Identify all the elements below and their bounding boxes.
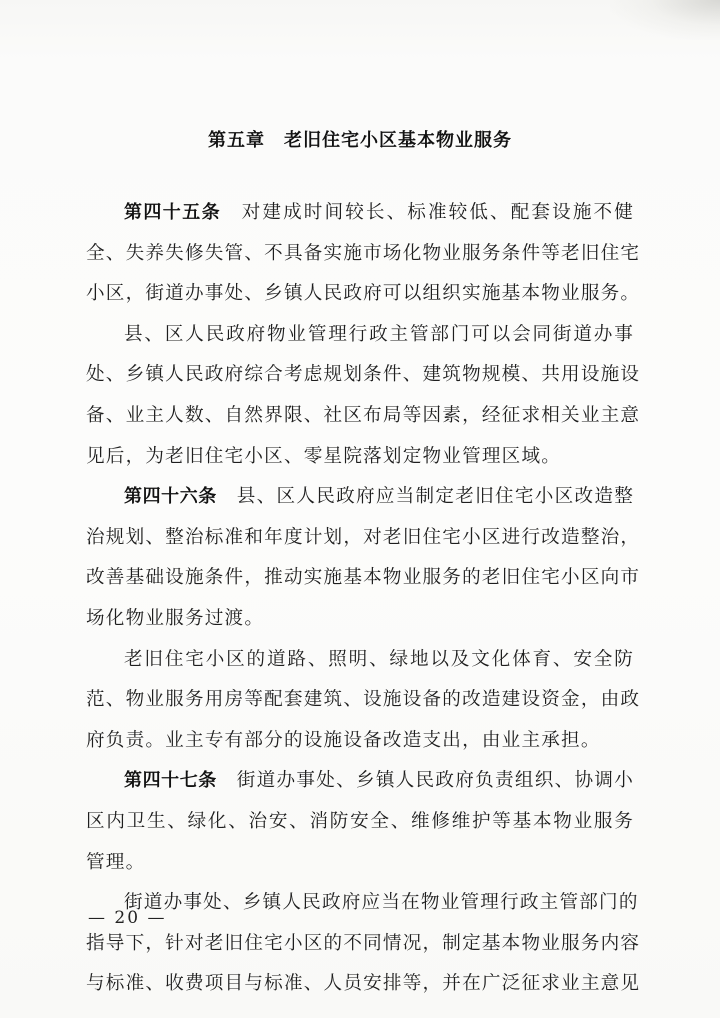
- text-line: 场化物业服务过渡。: [86, 607, 265, 629]
- article-47: [86, 761, 641, 1005]
- chapter-title: 第五章 老旧住宅小区基本物业服务: [208, 130, 512, 151]
- text-line: 小区，街道办事处、乡镇人民政府可以组织实施基本物业服务。: [86, 283, 641, 305]
- article-45: [86, 193, 641, 477]
- text-line: 第四十五条 对建成时间较长、标准较低、配套设施不健: [124, 202, 635, 223]
- page-corner-shadow: [610, 0, 720, 40]
- text-line: 全、失养失修失管、不具备实施市场化物业服务条件等老旧住宅: [86, 242, 641, 264]
- text-line: 处、乡镇人民政府综合考虑规划条件、建筑物规模、共用设施设: [86, 364, 641, 386]
- article-number: 第四十七条: [124, 770, 217, 792]
- text-line: 街道办事处、乡镇人民政府应当在物业管理行政主管部门的: [124, 892, 639, 914]
- text-line: 区内卫生、绿化、治安、消防安全、维修维护等基本物业服务: [86, 810, 634, 832]
- text-line: 与标准、收费项目与标准、人员安排等，并在广泛征求业主意见: [86, 973, 641, 995]
- text-line: 见后，为老旧住宅小区、零星院落划定物业管理区域。: [86, 445, 562, 467]
- text-line: 老旧住宅小区的道路、照明、绿地以及文化体育、安全防: [124, 648, 634, 670]
- article-number: 第四十五条: [124, 202, 222, 223]
- text-line: 府负责。业主专有部分的设施设备改造支出，由业主承担。: [86, 729, 601, 751]
- text-line: 第四十六条 县、区人民政府应当制定老旧住宅小区改造整: [124, 486, 635, 508]
- article-46: [86, 477, 641, 761]
- article-number: 第四十六条: [124, 486, 217, 508]
- text-line: 治规划、整治标准和年度计划，对老旧住宅小区进行改造整治，: [86, 526, 641, 548]
- text-line: 管理。: [86, 851, 146, 873]
- text-line: 范、物业服务用房等配套建筑、设施设备的改造建设资金，由政: [86, 689, 641, 711]
- body-text: [86, 193, 641, 1005]
- text-line: 改善基础设施条件，推动实施基本物业服务的老旧住宅小区向市: [86, 567, 641, 589]
- text-line: 第四十七条 街道办事处、乡镇人民政府负责组织、协调小: [124, 770, 635, 792]
- text-line: 指导下，针对老旧住宅小区的不同情况，制定基本物业服务内容: [86, 932, 641, 954]
- page-number: — 20 —: [88, 908, 167, 928]
- text-line: 备、业主人数、自然界限、社区布局等因素，经征求相关业主意: [86, 404, 641, 426]
- text-line: 县、区人民政府物业管理行政主管部门可以会同街道办事: [124, 323, 634, 345]
